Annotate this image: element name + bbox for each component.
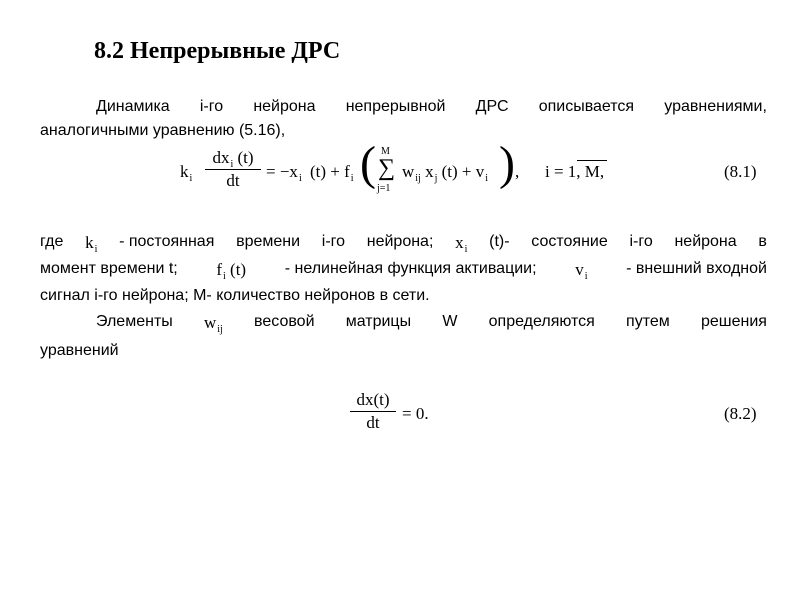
sum-lower: j=1 xyxy=(377,183,391,194)
word: состояние xyxy=(531,233,608,250)
eq1-rhs-a: = $-x_i$ xyxy=(266,162,302,184)
word: где xyxy=(40,233,64,250)
word: W xyxy=(442,313,458,330)
eq1-fraction: $dx_i$ (t) dt xyxy=(205,148,261,191)
w-symbol: $w_{ij}$ xyxy=(203,313,223,335)
paragraph-3-line-2: уравнений xyxy=(40,342,119,359)
word: i-го xyxy=(199,98,224,115)
f-symbol: $f_i$ (t) xyxy=(216,260,247,282)
v-symbol: $v_i$ xyxy=(575,260,588,282)
text: момент времени t; xyxy=(40,260,178,277)
word: нейрона; xyxy=(366,233,434,250)
paragraph-2-line-3: сигнал i-го нейрона; M- количество нейронов в сети. xyxy=(40,287,430,304)
eq1-rhs-b: $(t) + f_i$ xyxy=(310,162,354,184)
word: ДРС xyxy=(475,98,509,115)
word: - постоянная xyxy=(119,233,215,250)
overline xyxy=(577,160,607,161)
paragraph-1-line-1 xyxy=(96,98,767,116)
word: непрерывной xyxy=(345,98,446,115)
word: матрицы xyxy=(345,313,412,330)
word: i-го xyxy=(629,233,653,250)
paragraph-2-line-1 xyxy=(40,233,767,253)
word: весовой xyxy=(254,313,315,330)
text: - внешний входной xyxy=(626,260,767,277)
word: Элементы xyxy=(96,313,173,330)
eq1-index: i = 1, M, xyxy=(545,162,605,181)
k-symbol: $k_i$ xyxy=(85,233,98,255)
word: решения xyxy=(700,313,767,330)
eq2-fraction: dx(t) dt xyxy=(350,390,396,433)
word: уравнениями, xyxy=(664,98,767,115)
eq1-term: $w_{ij}$ $x_j$ $(t) + v_i$ xyxy=(402,162,489,184)
eq2-number: (8.2) xyxy=(724,404,757,423)
eq2-rhs: = 0. xyxy=(402,404,429,423)
paragraph-1-line-2: аналогичными уравнению (5.16), xyxy=(40,122,286,139)
word: путем xyxy=(626,313,670,330)
word: (t)- xyxy=(489,233,510,250)
word: в xyxy=(758,233,767,250)
paragraph-3-line-1 xyxy=(96,313,767,333)
text: - нелинейная функция активации; xyxy=(284,260,537,277)
word: нейрона xyxy=(253,98,316,115)
paragraph-2-line-2 xyxy=(40,260,767,280)
word: нейрона xyxy=(674,233,737,250)
sum-symbol: ∑ xyxy=(378,155,396,181)
word: описывается xyxy=(538,98,635,115)
word: i-го xyxy=(321,233,346,250)
word: Динамика xyxy=(96,98,170,115)
eq1-k: $k_i$ xyxy=(180,162,193,184)
eq1-number: (8.1) xyxy=(724,162,757,181)
section-title: 8.2 Непрерывные ДРС xyxy=(94,38,341,64)
x-symbol: $x_i$ xyxy=(455,233,468,255)
eq1-comma: , xyxy=(515,162,520,181)
word: определяются xyxy=(488,313,595,330)
word: времени xyxy=(236,233,301,250)
sum-upper: M xyxy=(381,146,390,157)
